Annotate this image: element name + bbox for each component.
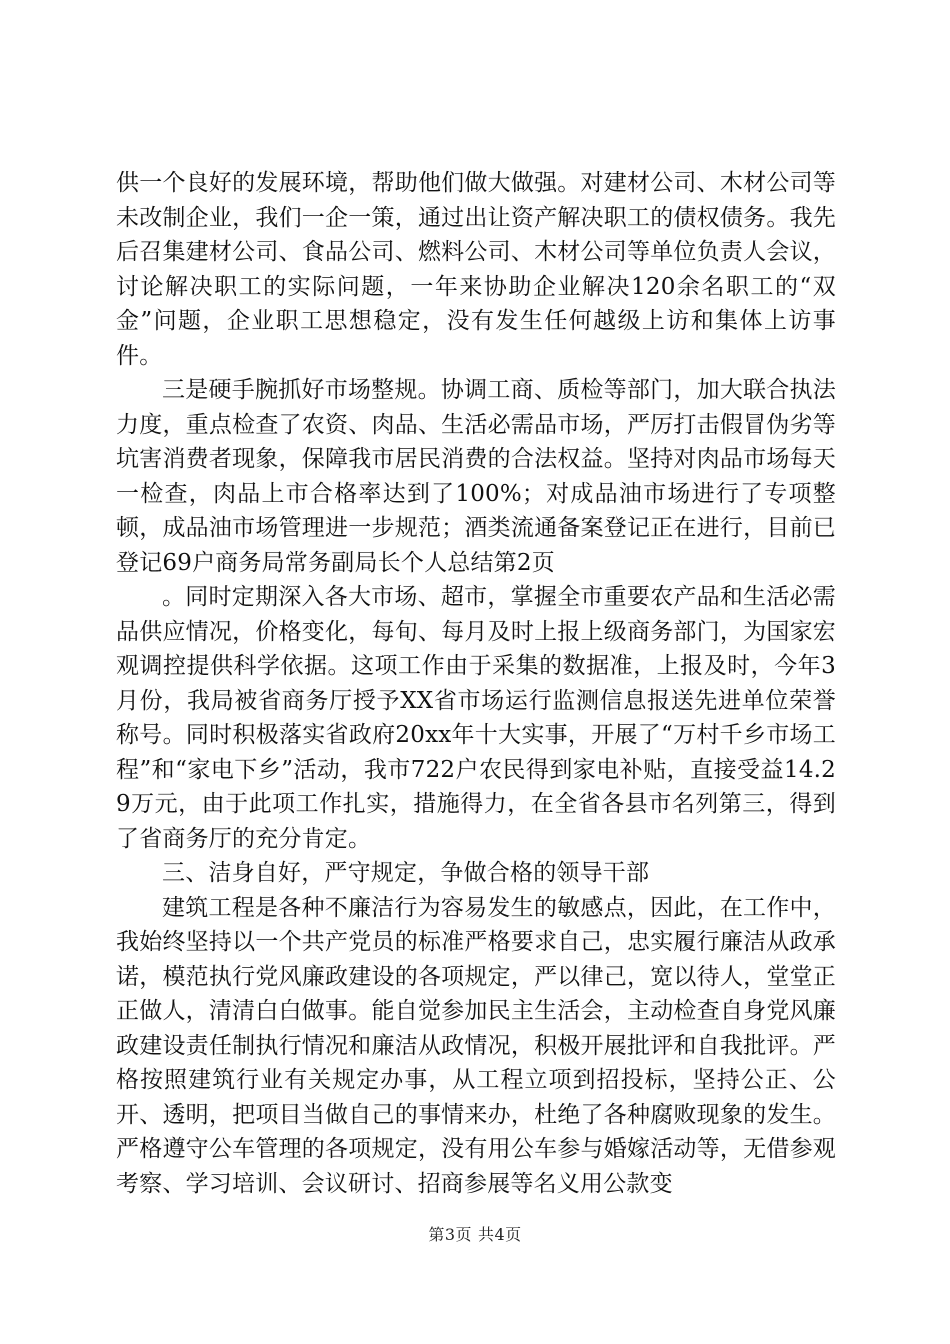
paragraph-2: 三是硬手腕抓好市场整规。协调工商、质检等部门，加大联合执法力度，重点检查了农资、肉品、生活必需品市场，严厉打击假冒伪劣等坑害消费者现象，保障我市居民消费的合法权益。坚持对肉品市场每天一检查，肉品上市合格率达到了100%；对成品油市场进行了专项整顿，成品油市场管理进一步规范；酒类流通备案登记正在进行，目前已登记69户商务局常务副局长个人总结第2页 (116, 377, 836, 576)
document-body (116, 166, 836, 1201)
section-heading: 三、洁身自好，严守规定，争做合格的领导干部 (162, 860, 650, 886)
page-number: 第3页 (428, 1225, 472, 1244)
paragraph-4: 建筑工程是各种不廉洁行为容易发生的敏感点，因此，在工作中，我始终坚持以一个共产党员的标准严格要求自己，忠实履行廉洁从政承诺，模范执行党风廉政建设的各项规定，严以律己，宽以待人，堂堂正正做人，清清白白做事。能自觉参加民主生活会，主动检查自身党风廉政建设责任制执行情况和廉洁从政情况，积极开展批评和自我批评。严格按照建筑行业有关规定办事，从工程立项到招投标，坚持公正、公开、透明，把项目当做自己的事情来办，杜绝了各种腐败现象的发生。严格遵守公车管理的各项规定，没有用公车参与婚嫁活动等，无借参观考察、学习培训、会议研讨、招商参展等名义用公款变 (116, 894, 836, 1197)
paragraph-3: 。同时定期深入各大市场、超市，掌握全市重要农产品和生活必需品供应情况，价格变化，每旬、每月及时上报上级商务部门，为国家宏观调控提供科学依据。这项工作由于采集的数据准，上报及时，今年3月份，我局被省商务厅授予XX省市场运行监测信息报送先进单位荣誉称号。同时积极落实省政府20xx年十大实事，开展了“万村千乡市场工程”和“家电下乡”活动，我市722户农民得到家电补贴，直接受益14.29万元，由于此项工作扎实，措施得力，在全省各县市名列第三，得到了省商务厅的充分肯定。 (116, 584, 836, 852)
page-total: 共4页 (478, 1225, 522, 1244)
page-footer (0, 1222, 950, 1245)
paragraph-1: 供一个良好的发展环境，帮助他们做大做强。对建材公司、木材公司等未改制企业，我们一企一策，通过出让资产解决职工的债权债务。我先后召集建材公司、食品公司、燃料公司、木材公司等单位负责人会议，讨论解决职工的实际问题，一年来协助企业解决120余名职工的“双金”问题，企业职工思想稳定，没有发生任何越级上访和集体上访事件。 (116, 170, 836, 369)
